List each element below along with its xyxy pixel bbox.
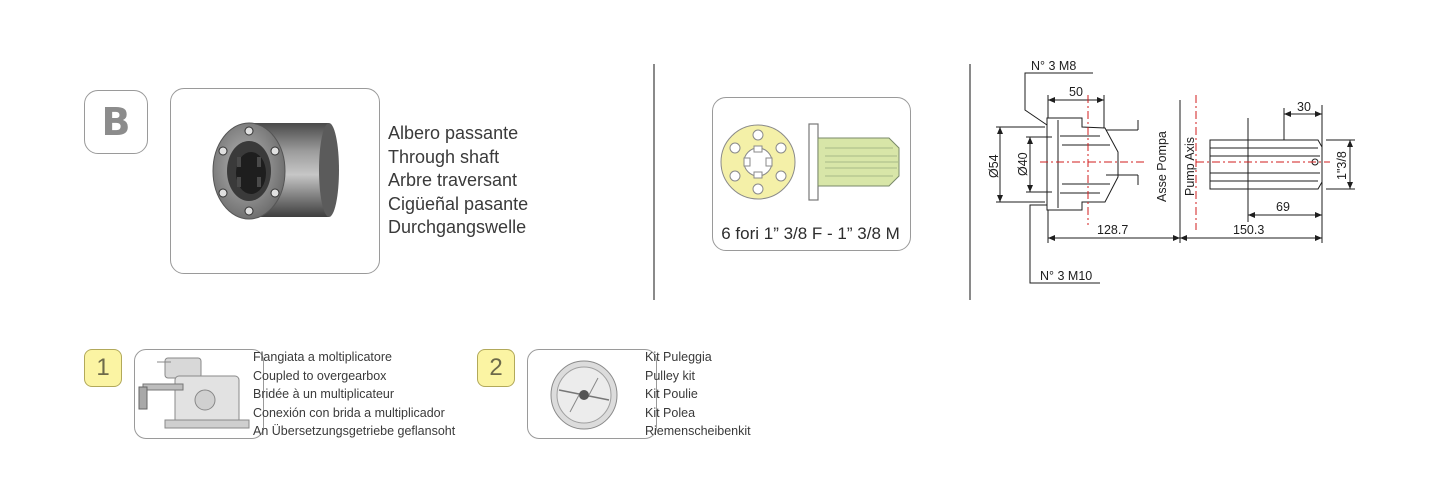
option-names — [388, 122, 528, 240]
accessory-1-line: An Übersetzungsgetriebe geflansoht — [253, 424, 456, 438]
accessory-1-line: Bridée à un multiplicateur — [253, 387, 395, 401]
dim-128: 128.7 — [1097, 223, 1129, 237]
through-shaft-photo — [170, 88, 380, 274]
dim-69: 69 — [1276, 200, 1290, 214]
bolts-top-label: N° 3 M8 — [1031, 59, 1077, 73]
accessory-1-line: Coupled to overgearbox — [253, 368, 387, 383]
bolts-bottom-label: N° 3 M10 — [1040, 269, 1093, 283]
accessory-2-line: Kit Polea — [645, 405, 696, 420]
divider-right — [969, 64, 971, 300]
accessory-1-line: Flangiata a moltiplicatore — [253, 350, 392, 364]
gearbox-image — [135, 350, 263, 438]
dim-50: 50 — [1069, 85, 1083, 99]
option-letter-badge — [84, 90, 148, 154]
name-es: Cigüeñal pasante — [388, 193, 529, 214]
flange-diagram — [713, 98, 910, 228]
accessory-1-text — [253, 348, 455, 441]
accessory-2-line: Riemenscheibenkit — [645, 424, 751, 438]
pulley-image — [528, 350, 656, 438]
accessory-number-2 — [477, 349, 515, 387]
option-letter: B — [101, 100, 131, 144]
dim-150: 150.3 — [1233, 223, 1265, 237]
accessory-2-text — [645, 348, 751, 441]
accessory-2-line: Kit Poulie — [645, 387, 698, 401]
through-shaft-image — [171, 89, 379, 273]
dia-54: Ø54 — [987, 154, 1001, 178]
accessory-number-text: 1 — [96, 354, 110, 381]
gearbox-photo — [134, 349, 264, 439]
accessory-2-line: Pulley kit — [645, 368, 696, 383]
accessory-number-text: 2 — [489, 354, 503, 381]
name-en: Through shaft — [388, 146, 500, 167]
axis-label-it: Asse Pompa — [1155, 131, 1169, 202]
accessory-1-line: Conexión con brida a multiplicador — [253, 405, 445, 420]
axis-label-en: Pump Axis — [1183, 136, 1197, 196]
name-de: Durchgangswelle — [388, 217, 527, 237]
accessory-number-1 — [84, 349, 122, 387]
dim-30: 30 — [1297, 100, 1311, 114]
pulley-photo — [527, 349, 657, 439]
shaft-size: 1"3/8 — [1335, 151, 1349, 180]
dia-40: Ø40 — [1016, 152, 1030, 176]
dimension-drawing — [975, 55, 1355, 295]
divider-left — [653, 64, 655, 300]
name-it: Albero passante — [388, 123, 519, 143]
flange-caption: 6 fori 1” 3/8 F - 1” 3/8 M — [721, 224, 900, 243]
name-fr: Arbre traversant — [388, 170, 518, 190]
accessory-2-line: Kit Puleggia — [645, 350, 712, 364]
